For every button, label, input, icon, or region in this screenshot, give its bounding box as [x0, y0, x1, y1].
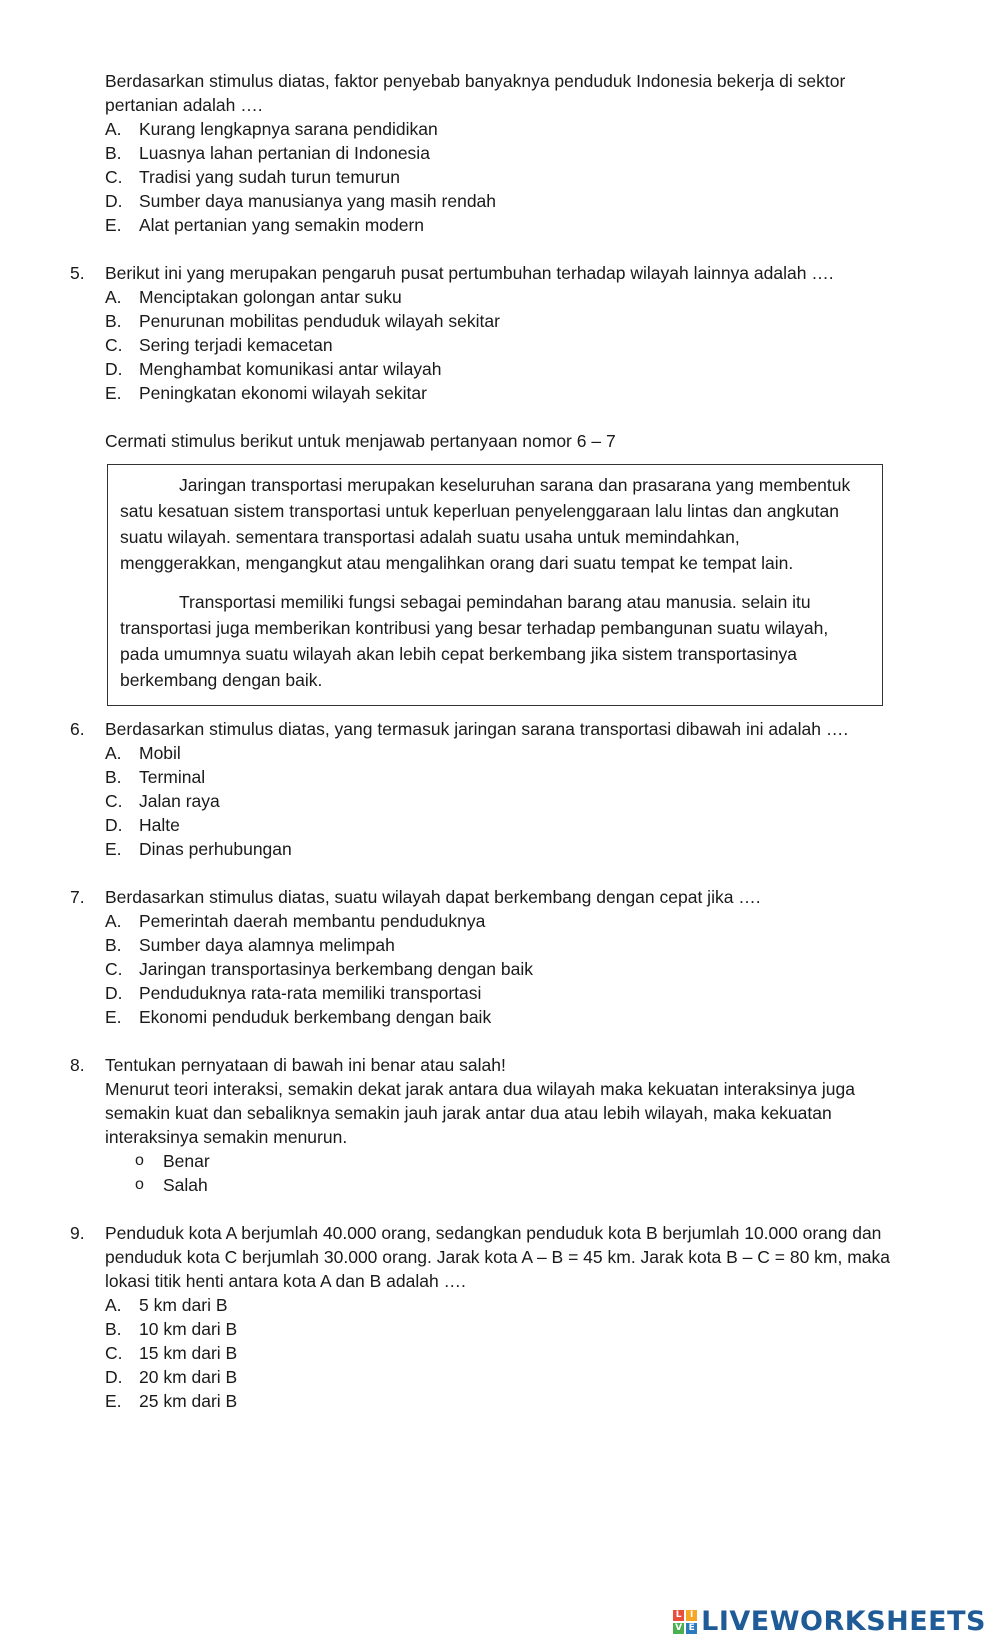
q9-stem-line-1: Penduduk kota A berjumlah 40.000 orang, sedangkan penduduk kota B berjumlah 10.000 orang dan [105, 1223, 882, 1243]
q9-option-letter: A. [105, 1295, 122, 1315]
logo-mark-cell: V [673, 1623, 684, 1634]
stimulus-para2-line: pada umumnya suatu wilayah akan lebih cepat berkembang jika sistem transportasinya [120, 644, 798, 664]
q8-stem-line-2: Menurut teori interaksi, semakin dekat jarak antara dua wilayah maka kekuatan interaksinya juga [105, 1079, 855, 1099]
stimulus-para1-line: satu kesatuan sistem transportasi untuk keperluan penyelenggaraan lalu lintas dan angkutan [120, 501, 839, 521]
q5-option-a[interactable]: Menciptakan golongan antar suku [139, 287, 402, 307]
q7-option-letter: E. [105, 1007, 122, 1027]
q9-option-c[interactable]: 15 km dari B [139, 1343, 238, 1363]
q6-option-letter: C. [105, 791, 123, 811]
q7-option-letter: C. [105, 959, 123, 979]
stimulus-para2-line: berkembang dengan baik. [120, 670, 323, 690]
q7-option-b[interactable]: Sumber daya alamnya melimpah [139, 935, 395, 955]
q6-option-letter: D. [105, 815, 123, 835]
q5-option-letter: B. [105, 311, 122, 331]
q8-bullet-icon: o [135, 1152, 144, 1169]
q5-option-letter: C. [105, 335, 123, 355]
q6-option-letter: B. [105, 767, 122, 787]
q4-option-letter: D. [105, 191, 123, 211]
q6-option-b[interactable]: Terminal [139, 767, 206, 787]
q5-option-e[interactable]: Peningkatan ekonomi wilayah sekitar [139, 383, 427, 403]
q5-option-c[interactable]: Sering terjadi kemacetan [139, 335, 333, 355]
stimulus-para1-line: suatu wilayah. sementara transportasi adalah suatu usaha untuk memindahkan, [120, 527, 740, 547]
stimulus-para2-line: Transportasi memiliki fungsi sebagai pemindahan barang atau manusia. selain itu [179, 592, 811, 612]
q9-option-d[interactable]: 20 km dari B [139, 1367, 238, 1387]
q8-stem-line-1: Tentukan pernyataan di bawah ini benar atau salah! [105, 1055, 506, 1075]
q8-stem-line-4: interaksinya semakin menurun. [105, 1127, 348, 1147]
logo-mark-cell: L [673, 1610, 684, 1621]
q7-option-a[interactable]: Pemerintah daerah membantu penduduknya [139, 911, 486, 931]
q9-option-a[interactable]: 5 km dari B [139, 1295, 228, 1315]
q9-option-letter: C. [105, 1343, 123, 1363]
q4-option-letter: B. [105, 143, 122, 163]
stimulus-intro: Cermati stimulus berikut untuk menjawab pertanyaan nomor 6 – 7 [105, 431, 616, 451]
stimulus-para2-line: transportasi juga memberikan kontribusi yang besar terhadap pembangunan suatu wilayah, [120, 618, 829, 638]
stimulus-para1-line: menggerakkan, mengangkut atau mengalihkan orang dari suatu tempat ke tempat lain. [120, 553, 794, 573]
q4-option-a[interactable]: Kurang lengkapnya sarana pendidikan [139, 119, 438, 139]
q8-option-salah[interactable]: Salah [163, 1175, 208, 1195]
q4-option-letter: E. [105, 215, 122, 235]
q9-stem-line-2: penduduk kota C berjumlah 30.000 orang. Jarak kota A – B = 45 km. Jarak kota B – C = 80 km, maka [105, 1247, 891, 1267]
q9-option-e[interactable]: 25 km dari B [139, 1391, 238, 1411]
q6-option-letter: A. [105, 743, 122, 763]
q6-number: 6. [70, 719, 85, 739]
q6-option-c[interactable]: Jalan raya [139, 791, 220, 811]
q7-stem: Berdasarkan stimulus diatas, suatu wilayah dapat berkembang dengan cepat jika …. [105, 887, 761, 907]
q7-option-d[interactable]: Penduduknya rata-rata memiliki transportasi [139, 983, 482, 1003]
q7-option-letter: B. [105, 935, 122, 955]
q6-option-d[interactable]: Halte [139, 815, 180, 835]
q8-bullet-icon: o [135, 1176, 144, 1193]
q4-option-d[interactable]: Sumber daya manusianya yang masih rendah [139, 191, 497, 211]
q9-option-b[interactable]: 10 km dari B [139, 1319, 238, 1339]
q4-option-c[interactable]: Tradisi yang sudah turun temurun [139, 167, 401, 187]
logo-mark-icon [673, 1610, 697, 1634]
q7-option-c[interactable]: Jaringan transportasinya berkembang dengan baik [139, 959, 534, 979]
q4-option-e[interactable]: Alat pertanian yang semakin modern [139, 215, 425, 235]
q7-option-e[interactable]: Ekonomi penduduk berkembang dengan baik [139, 1007, 492, 1027]
q7-option-letter: D. [105, 983, 123, 1003]
q5-option-b[interactable]: Penurunan mobilitas penduduk wilayah sekitar [139, 311, 500, 331]
stimulus-para1-line: Jaringan transportasi merupakan keseluruhan sarana dan prasarana yang membentuk [179, 475, 851, 495]
q5-stem: Berikut ini yang merupakan pengaruh pusat pertumbuhan terhadap wilayah lainnya adalah …. [105, 263, 834, 283]
q4-stem-line-2: pertanian adalah …. [105, 95, 263, 115]
logo-mark-cell: I [686, 1610, 697, 1621]
q5-option-letter: E. [105, 383, 122, 403]
q8-option-benar[interactable]: Benar [163, 1151, 210, 1171]
q5-option-letter: A. [105, 287, 122, 307]
q4-option-letter: C. [105, 167, 123, 187]
q5-option-letter: D. [105, 359, 123, 379]
logo-text: LIVEWORKSHEETS [701, 1606, 986, 1637]
q4-option-b[interactable]: Luasnya lahan pertanian di Indonesia [139, 143, 430, 163]
q6-option-e[interactable]: Dinas perhubungan [139, 839, 292, 859]
q9-option-letter: B. [105, 1319, 122, 1339]
q4-stem-line-1: Berdasarkan stimulus diatas, faktor penyebab banyaknya penduduk Indonesia bekerja di sektor [105, 71, 846, 91]
stimulus-box [107, 464, 883, 706]
q7-number: 7. [70, 887, 85, 907]
q6-option-letter: E. [105, 839, 122, 859]
q5-number: 5. [70, 263, 85, 283]
q9-stem-line-3: lokasi titik henti antara kota A dan B adalah …. [105, 1271, 466, 1291]
logo-mark-cell: E [686, 1623, 697, 1634]
q7-option-letter: A. [105, 911, 122, 931]
q4-option-letter: A. [105, 119, 122, 139]
q8-number: 8. [70, 1055, 85, 1075]
q5-option-d[interactable]: Menghambat komunikasi antar wilayah [139, 359, 442, 379]
q9-option-letter: E. [105, 1391, 122, 1411]
q9-number: 9. [70, 1223, 85, 1243]
q6-stem: Berdasarkan stimulus diatas, yang termasuk jaringan sarana transportasi dibawah ini adalah …. [105, 719, 849, 739]
q8-stem-line-3: semakin kuat dan sebaliknya semakin jauh jarak antar dua atau lebih wilayah, maka kekuatan [105, 1103, 832, 1123]
liveworksheets-logo[interactable] [673, 1606, 986, 1637]
q9-option-letter: D. [105, 1367, 123, 1387]
q6-option-a[interactable]: Mobil [139, 743, 181, 763]
